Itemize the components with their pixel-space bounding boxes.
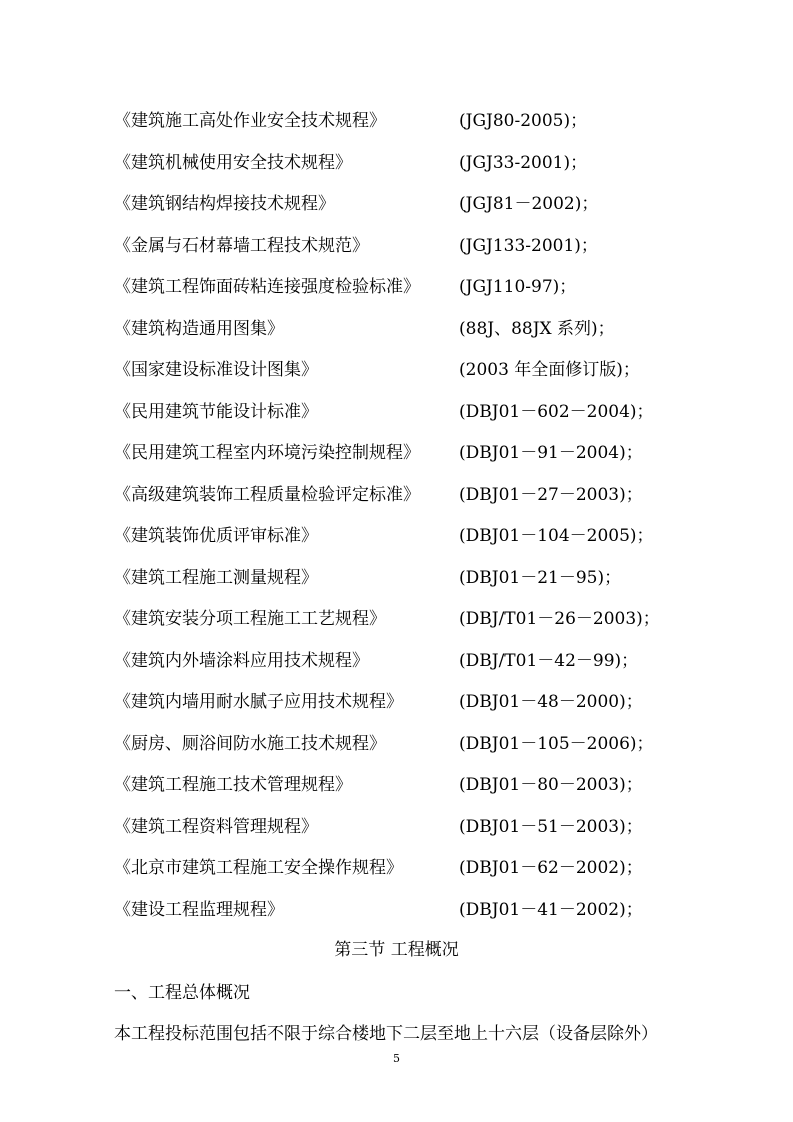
reference-title: 《建筑工程资料管理规程》 xyxy=(114,816,318,837)
page-number: 5 xyxy=(393,1052,400,1065)
reference-row xyxy=(114,347,714,389)
reference-title: 《建设工程监理规程》 xyxy=(114,899,284,920)
reference-title: 《建筑工程施工测量规程》 xyxy=(114,567,318,588)
reference-code: (JGJ133-2001)； xyxy=(459,235,598,256)
reference-code: (DBJ01－91－2004)； xyxy=(459,443,643,464)
reference-title: 《建筑构造通用图集》 xyxy=(114,318,284,339)
reference-row xyxy=(114,306,714,348)
reference-code: (2003 年全面修订版)； xyxy=(459,360,640,381)
reference-row xyxy=(114,638,714,680)
reference-code: (DBJ/T01－26－2003)； xyxy=(459,609,660,630)
reference-code: (88J、88JX 系列)； xyxy=(459,318,615,339)
reference-title: 《建筑施工高处作业安全技术规程》 xyxy=(114,111,386,132)
reference-code: (JGJ33-2001)； xyxy=(459,152,588,173)
reference-row xyxy=(114,98,714,140)
reference-code: (JGJ81－2002)； xyxy=(459,194,599,215)
reference-row xyxy=(114,181,714,223)
reference-list xyxy=(114,98,714,928)
reference-row xyxy=(114,430,714,472)
reference-title: 《建筑钢结构焊接技术规程》 xyxy=(114,194,335,215)
reference-code: (DBJ01－104－2005)； xyxy=(459,526,654,547)
reference-title: 《民用建筑节能设计标准》 xyxy=(114,401,318,422)
reference-row xyxy=(114,721,714,763)
reference-title: 《建筑内墙用耐水腻子应用技术规程》 xyxy=(114,692,403,713)
reference-code: (DBJ01－21－95)； xyxy=(459,567,622,588)
reference-title: 《高级建筑装饰工程质量检验评定标准》 xyxy=(114,484,420,505)
reference-code: (JGJ110-97)； xyxy=(459,277,577,298)
reference-row xyxy=(114,264,714,306)
reference-row xyxy=(114,223,714,265)
reference-code: (DBJ01－41－2002)； xyxy=(459,899,643,920)
reference-title: 《建筑内外墙涂料应用技术规程》 xyxy=(114,650,369,671)
reference-row xyxy=(114,596,714,638)
reference-title: 《厨房、厕浴间防水施工技术规程》 xyxy=(114,733,386,754)
reference-row xyxy=(114,679,714,721)
reference-title: 《建筑机械使用安全技术规程》 xyxy=(114,152,352,173)
reference-code: (DBJ01－105－2006)； xyxy=(459,733,654,754)
reference-title: 《国家建设标准设计图集》 xyxy=(114,360,318,381)
reference-row xyxy=(114,762,714,804)
reference-code: (DBJ01－62－2002)； xyxy=(459,858,643,879)
reference-code: (DBJ01－602－2004)； xyxy=(459,401,654,422)
section-title: 第三节 工程概况 xyxy=(334,940,459,960)
reference-row xyxy=(114,845,714,887)
reference-row xyxy=(114,804,714,846)
reference-row xyxy=(114,555,714,597)
reference-code: (DBJ01－80－2003)； xyxy=(459,775,643,796)
reference-code: (DBJ01－27－2003)； xyxy=(459,484,643,505)
body-paragraph: 本工程投标范围包括不限于综合楼地下二层至地上十六层（设备层除外） xyxy=(114,1024,658,1044)
reference-code: (DBJ01－51－2003)； xyxy=(459,816,643,837)
reference-title: 《建筑工程饰面砖粘连接强度检验标准》 xyxy=(114,277,420,298)
reference-title: 《民用建筑工程室内环境污染控制规程》 xyxy=(114,443,420,464)
reference-row xyxy=(114,140,714,182)
reference-code: (JGJ80-2005)； xyxy=(459,111,588,132)
reference-title: 《北京市建筑工程施工安全操作规程》 xyxy=(114,858,403,879)
reference-row xyxy=(114,887,714,929)
reference-row xyxy=(114,513,714,555)
reference-title: 《建筑工程施工技术管理规程》 xyxy=(114,775,352,796)
reference-title: 《金属与石材幕墙工程技术规范》 xyxy=(114,235,369,256)
reference-code: (DBJ01－48－2000)； xyxy=(459,692,643,713)
reference-title: 《建筑安装分项工程施工工艺规程》 xyxy=(114,609,386,630)
reference-code: (DBJ/T01－42－99)； xyxy=(459,650,639,671)
reference-title: 《建筑装饰优质评审标准》 xyxy=(114,526,318,547)
subheading: 一、工程总体概况 xyxy=(114,983,250,1003)
reference-row xyxy=(114,472,714,514)
reference-row xyxy=(114,389,714,431)
